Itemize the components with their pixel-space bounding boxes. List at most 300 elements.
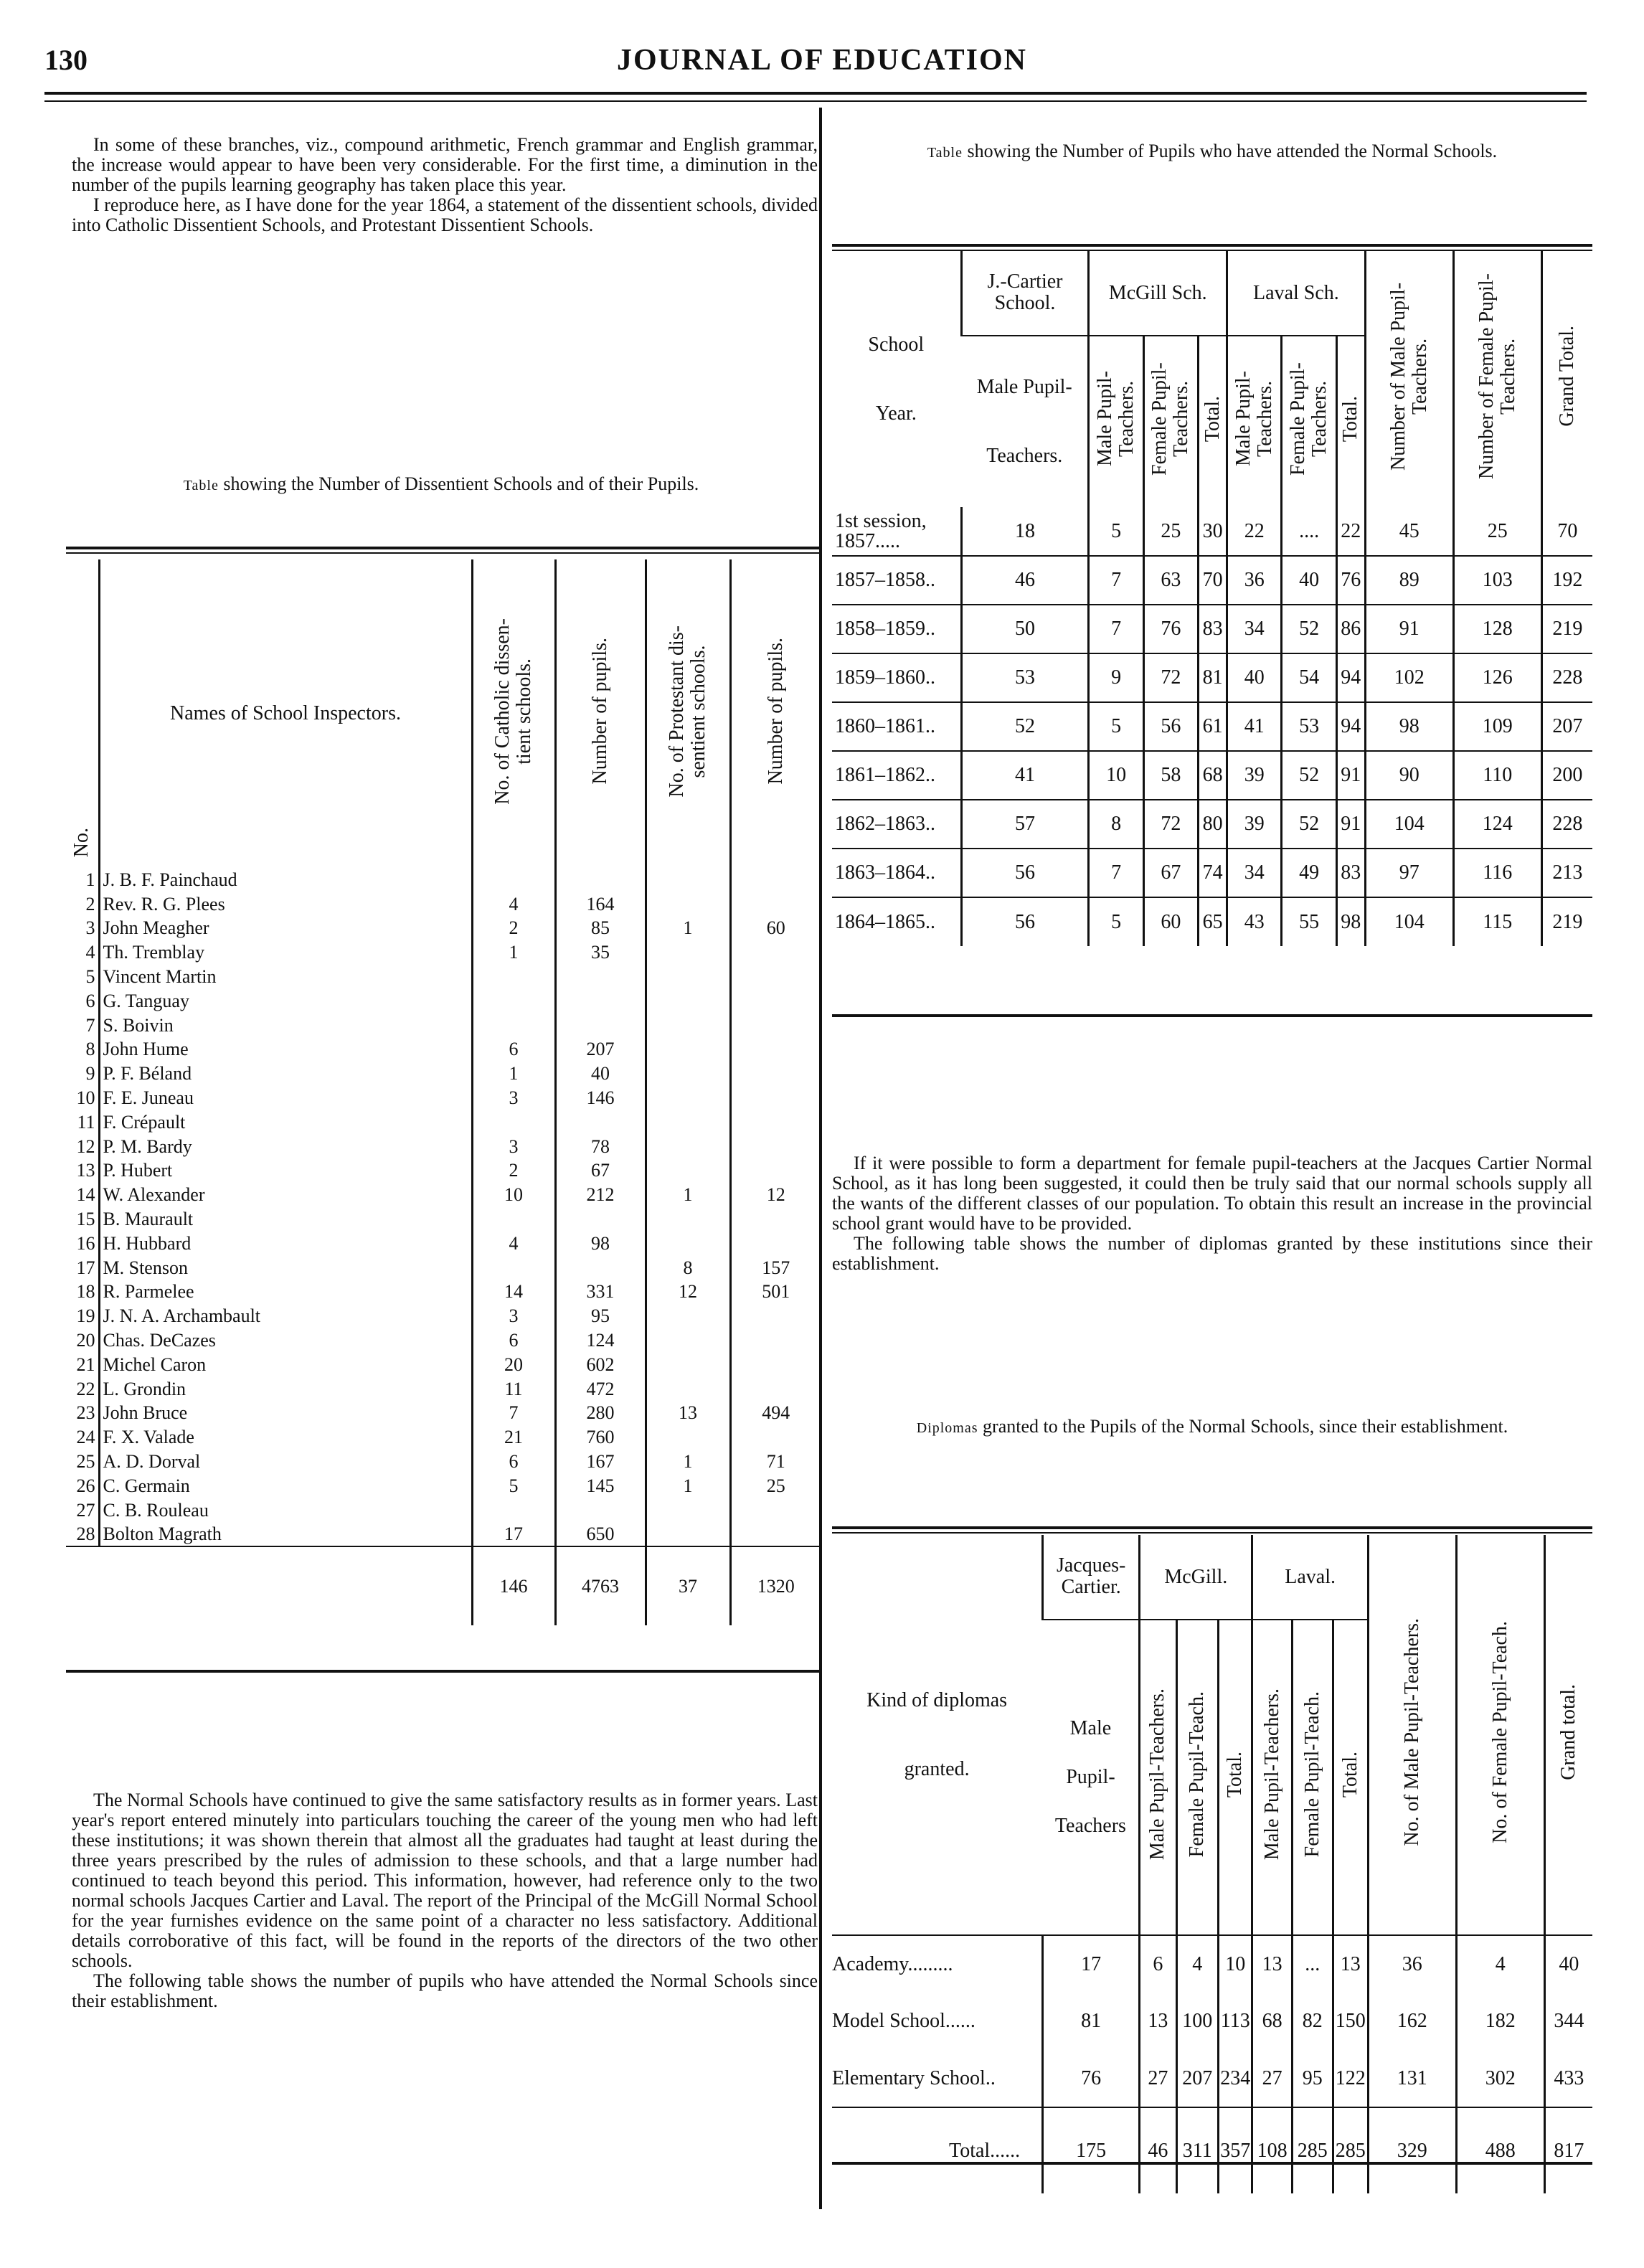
row-number: 27 <box>76 1499 95 1521</box>
cell-lf: 95 <box>1292 2050 1333 2107</box>
cell-kind: Elementary School.. <box>832 2066 996 2089</box>
cell-c: 17 <box>472 1523 555 1547</box>
attendance-caption <box>832 141 1592 164</box>
inspector-name: F. X. Valade <box>99 1425 472 1450</box>
cell-p <box>646 1523 730 1547</box>
cell-mm: 27 <box>1140 2050 1176 2107</box>
table-row <box>66 965 821 989</box>
caption-text: granted to the Pupils of the Normal Schools, since their establishment. <box>978 1416 1508 1437</box>
header-catholic-pupils: Number of pupils. <box>555 559 646 868</box>
row-number: 28 <box>76 1523 95 1544</box>
cell-mf: 4 <box>1176 1935 1219 1993</box>
cell-nm: 104 <box>1365 800 1453 849</box>
row-number: 21 <box>76 1353 95 1375</box>
cell-nf: 124 <box>1453 800 1541 849</box>
cell-nm: 89 <box>1365 556 1453 605</box>
row-number: 10 <box>76 1087 95 1109</box>
inspector-name: R. Parmelee <box>99 1280 472 1305</box>
cell-lt: 91 <box>1336 751 1365 800</box>
cell-mf: 67 <box>1143 849 1198 897</box>
cell-lf: 49 <box>1282 849 1336 897</box>
cell-mt: 68 <box>1199 751 1227 800</box>
cell-lm: 40 <box>1227 653 1282 702</box>
cell-c: 2 <box>472 1159 555 1183</box>
header-mcgill: McGill. <box>1140 1535 1252 1620</box>
cell-pp <box>730 892 821 917</box>
cell-nm: 97 <box>1365 849 1453 897</box>
cell-mf: 72 <box>1143 653 1198 702</box>
cell-nf: 110 <box>1453 751 1541 800</box>
cell-c <box>472 1013 555 1038</box>
table-row <box>66 1402 821 1426</box>
cell-cp: 280 <box>555 1402 646 1426</box>
intro-text <box>72 135 818 235</box>
cell-jc: 76 <box>1043 2050 1140 2107</box>
cell-mm: 8 <box>1089 800 1143 849</box>
cell-jc: 56 <box>961 849 1089 897</box>
header-jc-male: Male Pupil- Teachers <box>1054 1717 1126 1837</box>
table-row <box>66 1523 821 1547</box>
cell-p: 12 <box>646 1280 730 1305</box>
cell-p <box>646 1377 730 1402</box>
cell-nm: 104 <box>1365 897 1453 946</box>
caption-smallcaps: Diplomas <box>916 1420 978 1436</box>
table-row <box>832 1935 1592 1993</box>
inspector-name: H. Hubbard <box>99 1232 472 1256</box>
cell-c: 3 <box>472 1135 555 1159</box>
cell-jc: 17 <box>1043 1935 1140 1993</box>
table-header-row <box>66 559 821 868</box>
totals-row <box>66 1546 821 1625</box>
cell-p: 1 <box>646 1474 730 1498</box>
cell-lm: 39 <box>1227 800 1282 849</box>
table-row <box>66 1304 821 1328</box>
totals-row <box>832 2107 1592 2193</box>
cell-lt: 13 <box>1333 1935 1368 1993</box>
header-rule <box>44 92 1587 102</box>
cell-nf: 103 <box>1453 556 1541 605</box>
row-number: 7 <box>85 1014 95 1036</box>
table-row <box>66 1038 821 1062</box>
cell-nm: 36 <box>1368 1935 1456 1993</box>
inspector-name: P. F. Béland <box>99 1062 472 1086</box>
table-row <box>66 1232 821 1256</box>
cell-pp <box>730 868 821 892</box>
table-row <box>66 1474 821 1498</box>
cell-pp <box>730 1232 821 1256</box>
cell-mt: 113 <box>1219 1993 1252 2050</box>
cell-p <box>646 1328 730 1353</box>
cell-c <box>472 989 555 1013</box>
cell-mm: 10 <box>1089 751 1143 800</box>
cell-mt: 80 <box>1199 800 1227 849</box>
caption-text: showing the Number of Dissentient Schools and of their Pupils. <box>218 473 699 494</box>
cell-lf: 54 <box>1282 653 1336 702</box>
row-number: 12 <box>76 1135 95 1157</box>
header-grand-total: Grand Total. <box>1541 251 1592 507</box>
cell-lm: 34 <box>1227 605 1282 653</box>
page-number: 130 <box>44 44 88 76</box>
row-number: 9 <box>85 1063 95 1085</box>
cell-cp: 146 <box>555 1086 646 1110</box>
cell-lt: 76 <box>1336 556 1365 605</box>
header-jcartier: J.-Cartier School. <box>961 251 1089 336</box>
cell-mf: 207 <box>1176 2050 1219 2107</box>
row-number: 5 <box>85 966 95 988</box>
cell-jc: 52 <box>961 702 1089 751</box>
cell-p: 1 <box>646 917 730 941</box>
cell-year: 1st session, 1857..... <box>835 509 927 552</box>
row-number: 11 <box>77 1111 95 1133</box>
table-row <box>66 1450 821 1474</box>
cell-p <box>646 1207 730 1232</box>
cell-nf: 126 <box>1453 653 1541 702</box>
cell-lf: 82 <box>1292 1993 1333 2050</box>
total-num-female: 488 <box>1456 2107 1544 2193</box>
cell-jc: 41 <box>961 751 1089 800</box>
cell-mf: 63 <box>1143 556 1198 605</box>
header-catholic-schools: No. of Catholic dissen- tient schools. <box>472 559 555 868</box>
cell-cp <box>555 1013 646 1038</box>
cell-nm: 98 <box>1365 702 1453 751</box>
inspector-name: B. Maurault <box>99 1207 472 1232</box>
header-mcgill-male: Male Pupil-Teachers. <box>1140 1620 1176 1935</box>
table-row <box>66 1110 821 1135</box>
row-number: 19 <box>76 1305 95 1327</box>
total-laval-total: 285 <box>1333 2107 1368 2193</box>
total-catholic-pupils: 4763 <box>555 1546 646 1625</box>
table-row <box>66 1498 821 1523</box>
caption-smallcaps: Table <box>927 145 963 161</box>
cell-c <box>472 1207 555 1232</box>
cell-p: 8 <box>646 1256 730 1280</box>
normal-school-attendance-table <box>832 251 1592 946</box>
row-number: 22 <box>76 1378 95 1399</box>
header-mcgill-male: Male Pupil-Teachers. <box>1089 336 1143 507</box>
cell-mm: 13 <box>1140 1993 1176 2050</box>
cell-mt: 10 <box>1219 1935 1252 1993</box>
cell-p: 1 <box>646 1183 730 1207</box>
table-row <box>832 702 1592 751</box>
cell-g: 344 <box>1544 1993 1592 2050</box>
cell-pp: 25 <box>730 1474 821 1498</box>
cell-g: 228 <box>1541 800 1592 849</box>
cell-c: 2 <box>472 917 555 941</box>
cell-cp <box>555 989 646 1013</box>
cell-pp <box>730 1328 821 1353</box>
cell-lf: 52 <box>1282 800 1336 849</box>
cell-p <box>646 1062 730 1086</box>
cell-cp: 145 <box>555 1474 646 1498</box>
table-row <box>66 989 821 1013</box>
table-row <box>66 1280 821 1305</box>
inspector-name: Rev. R. G. Plees <box>99 892 472 917</box>
cell-cp <box>555 868 646 892</box>
inspector-name: C. B. Rouleau <box>99 1498 472 1523</box>
cell-mf: 72 <box>1143 800 1198 849</box>
cell-pp <box>730 1523 821 1547</box>
cell-lm: 43 <box>1227 897 1282 946</box>
diplomas-group-header <box>832 1535 1592 1620</box>
table-bottom-rule <box>832 2162 1592 2165</box>
inspector-name: John Hume <box>99 1038 472 1062</box>
cell-g: 228 <box>1541 653 1592 702</box>
cell-jc: 50 <box>961 605 1089 653</box>
row-number: 20 <box>76 1330 95 1351</box>
table-bottom-rule <box>832 1014 1592 1017</box>
cell-cp <box>555 1110 646 1135</box>
total-protestant-schools: 37 <box>646 1546 730 1625</box>
cell-lm: 22 <box>1227 507 1282 556</box>
total-laval-female: 285 <box>1292 2107 1333 2193</box>
inspector-name: W. Alexander <box>99 1183 472 1207</box>
header-protestant-pupils: Number of pupils. <box>730 559 821 868</box>
header-mcgill-female: Female Pupil-Teach. <box>1176 1620 1219 1935</box>
cell-c: 7 <box>472 1402 555 1426</box>
cell-g: 40 <box>1544 1935 1592 1993</box>
cell-nf: 109 <box>1453 702 1541 751</box>
table-row <box>832 751 1592 800</box>
cell-year: 1861–1862.. <box>832 751 961 800</box>
cell-pp <box>730 965 821 989</box>
header-num-male: Number of Male Pupil-Teachers. <box>1365 251 1453 507</box>
cell-nm: 162 <box>1368 1993 1456 2050</box>
header-school-year: School Year. <box>868 333 925 425</box>
cell-cp: 67 <box>555 1159 646 1183</box>
cell-p <box>646 1038 730 1062</box>
cell-nm: 91 <box>1365 605 1453 653</box>
inspector-name: John Bruce <box>99 1402 472 1426</box>
cell-cp: 167 <box>555 1450 646 1474</box>
cell-c: 10 <box>472 1183 555 1207</box>
total-laval-male: 108 <box>1252 2107 1292 2193</box>
cell-g: 200 <box>1541 751 1592 800</box>
cell-jc: 57 <box>961 800 1089 849</box>
cell-p: 1 <box>646 1450 730 1474</box>
cell-p <box>646 1498 730 1523</box>
cell-cp: 331 <box>555 1280 646 1305</box>
cell-pp <box>730 1038 821 1062</box>
inspector-name: L. Grondin <box>99 1377 472 1402</box>
cell-mf: 76 <box>1143 605 1198 653</box>
cell-nm: 102 <box>1365 653 1453 702</box>
cell-c: 6 <box>472 1450 555 1474</box>
inspector-name: John Meagher <box>99 917 472 941</box>
cell-c <box>472 1498 555 1523</box>
inspector-name: G. Tanguay <box>99 989 472 1013</box>
row-number: 3 <box>85 917 95 939</box>
cell-c: 14 <box>472 1280 555 1305</box>
cell-jc: 81 <box>1043 1993 1140 2050</box>
cell-mt: 30 <box>1199 507 1227 556</box>
row-number: 14 <box>76 1184 95 1206</box>
middle-text <box>832 1153 1592 1274</box>
cell-pp: 60 <box>730 917 821 941</box>
cell-pp <box>730 1013 821 1038</box>
cell-nf: 25 <box>1453 507 1541 556</box>
cell-kind: Model School...... <box>832 2010 975 2032</box>
header-num-female: No. of Female Pupil-Teach. <box>1456 1535 1544 1935</box>
cell-cp: 650 <box>555 1523 646 1547</box>
table-row <box>832 507 1592 556</box>
header-laval-female: Female Pupil-Teach. <box>1292 1620 1333 1935</box>
table-row <box>832 556 1592 605</box>
row-number: 1 <box>85 869 95 890</box>
cell-lf: 53 <box>1282 702 1336 751</box>
header-no: No. <box>70 827 93 857</box>
cell-year: 1859–1860.. <box>832 653 961 702</box>
inspector-name: J. B. F. Painchaud <box>99 868 472 892</box>
cell-pp <box>730 1353 821 1377</box>
cell-jc: 56 <box>961 897 1089 946</box>
cell-g: 219 <box>1541 605 1592 653</box>
cell-cp: 472 <box>555 1377 646 1402</box>
cell-cp: 40 <box>555 1062 646 1086</box>
cell-mm: 6 <box>1140 1935 1176 1993</box>
cell-jc: 53 <box>961 653 1089 702</box>
cell-g: 213 <box>1541 849 1592 897</box>
cell-lt: 91 <box>1336 800 1365 849</box>
cell-lm: 41 <box>1227 702 1282 751</box>
cell-nm: 131 <box>1368 2050 1456 2107</box>
cell-cp: 602 <box>555 1353 646 1377</box>
diplomas-table <box>832 1535 1592 2193</box>
row-number: 8 <box>85 1039 95 1060</box>
cell-c: 4 <box>472 1232 555 1256</box>
table-top-rule <box>66 547 821 554</box>
table-row <box>66 1086 821 1110</box>
cell-pp <box>730 1425 821 1450</box>
cell-mf: 58 <box>1143 751 1198 800</box>
cell-cp: 35 <box>555 940 646 965</box>
cell-pp <box>730 1159 821 1183</box>
cell-nf: 116 <box>1453 849 1541 897</box>
cell-pp <box>730 940 821 965</box>
caption-smallcaps: Table <box>183 478 219 493</box>
inspector-name: S. Boivin <box>99 1013 472 1038</box>
row-number: 24 <box>76 1427 95 1448</box>
cell-lf: 40 <box>1282 556 1336 605</box>
cell-nf: 302 <box>1456 2050 1544 2107</box>
table-row <box>66 1183 821 1207</box>
header-mcgill-total: Total. <box>1219 1620 1252 1935</box>
outro-text <box>72 1790 818 2011</box>
row-number: 18 <box>76 1281 95 1303</box>
cell-pp: 12 <box>730 1183 821 1207</box>
header-laval: Laval Sch. <box>1227 251 1366 336</box>
cell-mt: 234 <box>1219 2050 1252 2107</box>
cell-pp <box>730 1135 821 1159</box>
header-laval: Laval. <box>1252 1535 1368 1620</box>
inspector-name: P. M. Bardy <box>99 1135 472 1159</box>
cell-mt: 81 <box>1199 653 1227 702</box>
table-row <box>832 653 1592 702</box>
table-row <box>66 940 821 965</box>
row-number: 25 <box>76 1451 95 1473</box>
header-laval-total: Total. <box>1333 1620 1368 1935</box>
cell-p <box>646 940 730 965</box>
cell-lt: 150 <box>1333 1993 1368 2050</box>
header-laval-male: Male Pupil-Teachers. <box>1227 336 1282 507</box>
cell-cp: 164 <box>555 892 646 917</box>
table-row <box>66 1159 821 1183</box>
table-row <box>832 1993 1592 2050</box>
cell-g: 70 <box>1541 507 1592 556</box>
total-mcgill-total: 357 <box>1219 2107 1252 2193</box>
cell-c <box>472 868 555 892</box>
table-row <box>66 1207 821 1232</box>
cell-year: 1858–1859.. <box>832 605 961 653</box>
cell-c: 11 <box>472 1377 555 1402</box>
total-mcgill-male: 46 <box>1140 2107 1176 2193</box>
cell-pp <box>730 1304 821 1328</box>
table-row <box>66 1256 821 1280</box>
total-catholic-schools: 146 <box>472 1546 555 1625</box>
cell-c: 4 <box>472 892 555 917</box>
cell-p <box>646 1086 730 1110</box>
cell-p <box>646 1110 730 1135</box>
cell-lm: 27 <box>1252 2050 1292 2107</box>
cell-lm: 68 <box>1252 1993 1292 2050</box>
header-laval-total: Total. <box>1336 336 1365 507</box>
cell-c <box>472 965 555 989</box>
row-number: 16 <box>76 1232 95 1254</box>
cell-p <box>646 868 730 892</box>
cell-p: 13 <box>646 1402 730 1426</box>
header-num-female: Number of Female Pupil-Teachers. <box>1453 251 1541 507</box>
intro-paragraph: I reproduce here, as I have done for the year 1864, a statement of the dissentient schools, divided into Catholic Dissentient Schools, and Protestant Dissentient Schools. <box>72 194 818 235</box>
cell-mm: 7 <box>1089 849 1143 897</box>
table-row <box>66 1062 821 1086</box>
cell-year: 1862–1863.. <box>832 800 961 849</box>
cell-lt: 86 <box>1336 605 1365 653</box>
cell-year: 1864–1865.. <box>832 897 961 946</box>
cell-lf: .... <box>1282 507 1336 556</box>
cell-c: 6 <box>472 1328 555 1353</box>
row-number: 26 <box>76 1475 95 1496</box>
cell-c: 3 <box>472 1304 555 1328</box>
total-label: Total...... <box>832 2107 1043 2193</box>
table-row <box>832 2050 1592 2107</box>
cell-lm: 36 <box>1227 556 1282 605</box>
inspector-name: Th. Tremblay <box>99 940 472 965</box>
outro-paragraph: The Normal Schools have continued to give the same satisfactory results as in former years. Last year's report entered minutely into particulars touching the career of the young men who had left these institutions; it was shown therein that almost all the graduates had taught at least during the three years prescribed by the rules of admission to these schools, and that a large number had continued to teach beyond this period. This information, however, had reference only to the two normal schools Jacques Cartier and Laval. The report of the Principal of the McGill Normal School for the year furnishes evidence on the same point of a character no less satisfactory. Additional details corroborative of this fact, will be found in the reports of the directors of the two other schools. <box>72 1790 818 1971</box>
cell-c: 6 <box>472 1038 555 1062</box>
header-mcgill: McGill Sch. <box>1089 251 1227 336</box>
cell-p <box>646 1159 730 1183</box>
row-number: 17 <box>76 1257 95 1278</box>
inspector-name: Vincent Martin <box>99 965 472 989</box>
cell-pp <box>730 1086 821 1110</box>
cell-lm: 39 <box>1227 751 1282 800</box>
cell-c: 5 <box>472 1474 555 1498</box>
cell-mf: 56 <box>1143 702 1198 751</box>
cell-mm: 5 <box>1089 507 1143 556</box>
cell-year: 1857–1858.. <box>832 556 961 605</box>
cell-lt: 94 <box>1336 702 1365 751</box>
cell-jc: 46 <box>961 556 1089 605</box>
cell-nm: 45 <box>1365 507 1453 556</box>
cell-lf: 52 <box>1282 605 1336 653</box>
cell-pp <box>730 1498 821 1523</box>
cell-nf: 128 <box>1453 605 1541 653</box>
cell-lt: 83 <box>1336 849 1365 897</box>
header-laval-male: Male Pupil-Teachers. <box>1252 1620 1292 1935</box>
table-row <box>66 1013 821 1038</box>
cell-cp <box>555 1256 646 1280</box>
table-row <box>66 1135 821 1159</box>
cell-cp: 85 <box>555 917 646 941</box>
